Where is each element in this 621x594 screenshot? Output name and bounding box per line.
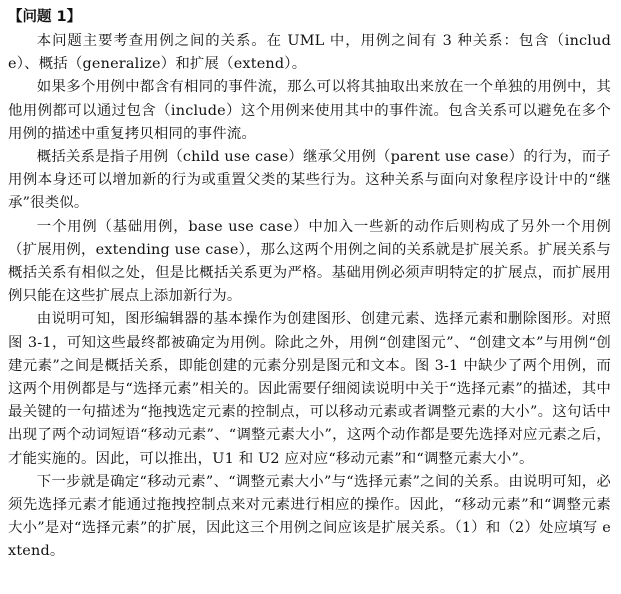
paragraph-conclusion: 下一步就是确定“移动元素”、“调整元素大小”与“选择元素”之间的关系。由说明可知，必须先选择元素才能通过拖拽控制点来对元素进行相应的操作。因此，“移动元素”和“调整元素大小”是对“选择元素”的扩展，因此这三个用例之间应该是扩展关系。（1）和（2）处应填写 extend。 xyxy=(8,473,611,560)
paragraph-analysis: 由说明可知，图形编辑器的基本操作为创建图形、创建元素、选择元素和删除图形。对照图 3-1，可知这些最终都被确定为用例。除此之外，用例“创建图元”、“创建文本”与用例“创建元素”之间是概括关系，即能创建的元素分别是图元和文本。图 3-1 中缺少了两个用例，而这两个用例都是与“选择元素”相关的。因此需要仔细阅读说明中关于“选择元素”的描述，其中最关键的一句描述为“拖拽选定元素的控制点，可以移动元素或者调整元素的大小”。这句话中出现了两个动词短语“移动元素”、“调整元素大小”，这两个动作都是要先选择对应元素之后，才能实施的。因此，可以推出，U1 和 U2 应对应“移动元素”和“调整元素大小”。 xyxy=(8,311,611,467)
paragraph-generalize: 概括关系是指子用例（child use case）继承父用例（parent use case）的行为，而子用例本身还可以增加新的行为或重置父类的某些行为。这种关系与面向对象程序设计中的“继承”很类似。 xyxy=(8,149,611,212)
paragraph-include: 如果多个用例中都含有相同的事件流，那么可以将其抽取出来放在一个单独的用例中，其他用例都可以通过包含（include）这个用例来使用其中的事件流。包含关系可以避免在多个用例的描述中重复拷贝相同的事件流。 xyxy=(8,79,611,142)
paragraph-intro: 本问题主要考查用例之间的关系。在 UML 中，用例之间有 3 种关系：包含（include）、概括（generalize）和扩展（extend）。 xyxy=(8,33,611,73)
paragraph-extend: 一个用例（基础用例，base use case）中加入一些新的动作后则构成了另外一个用例（扩展用例，extending use case），那么这两个用例之间的关系就是扩展关系。扩展关系与概括关系有相似之处，但是比概括关系更为严格。基础用例必须声明特定的扩展点，而扩展用例只能在这些扩展点上添加新行为。 xyxy=(8,218,611,305)
question-heading: 【问题 1】 xyxy=(8,9,82,25)
